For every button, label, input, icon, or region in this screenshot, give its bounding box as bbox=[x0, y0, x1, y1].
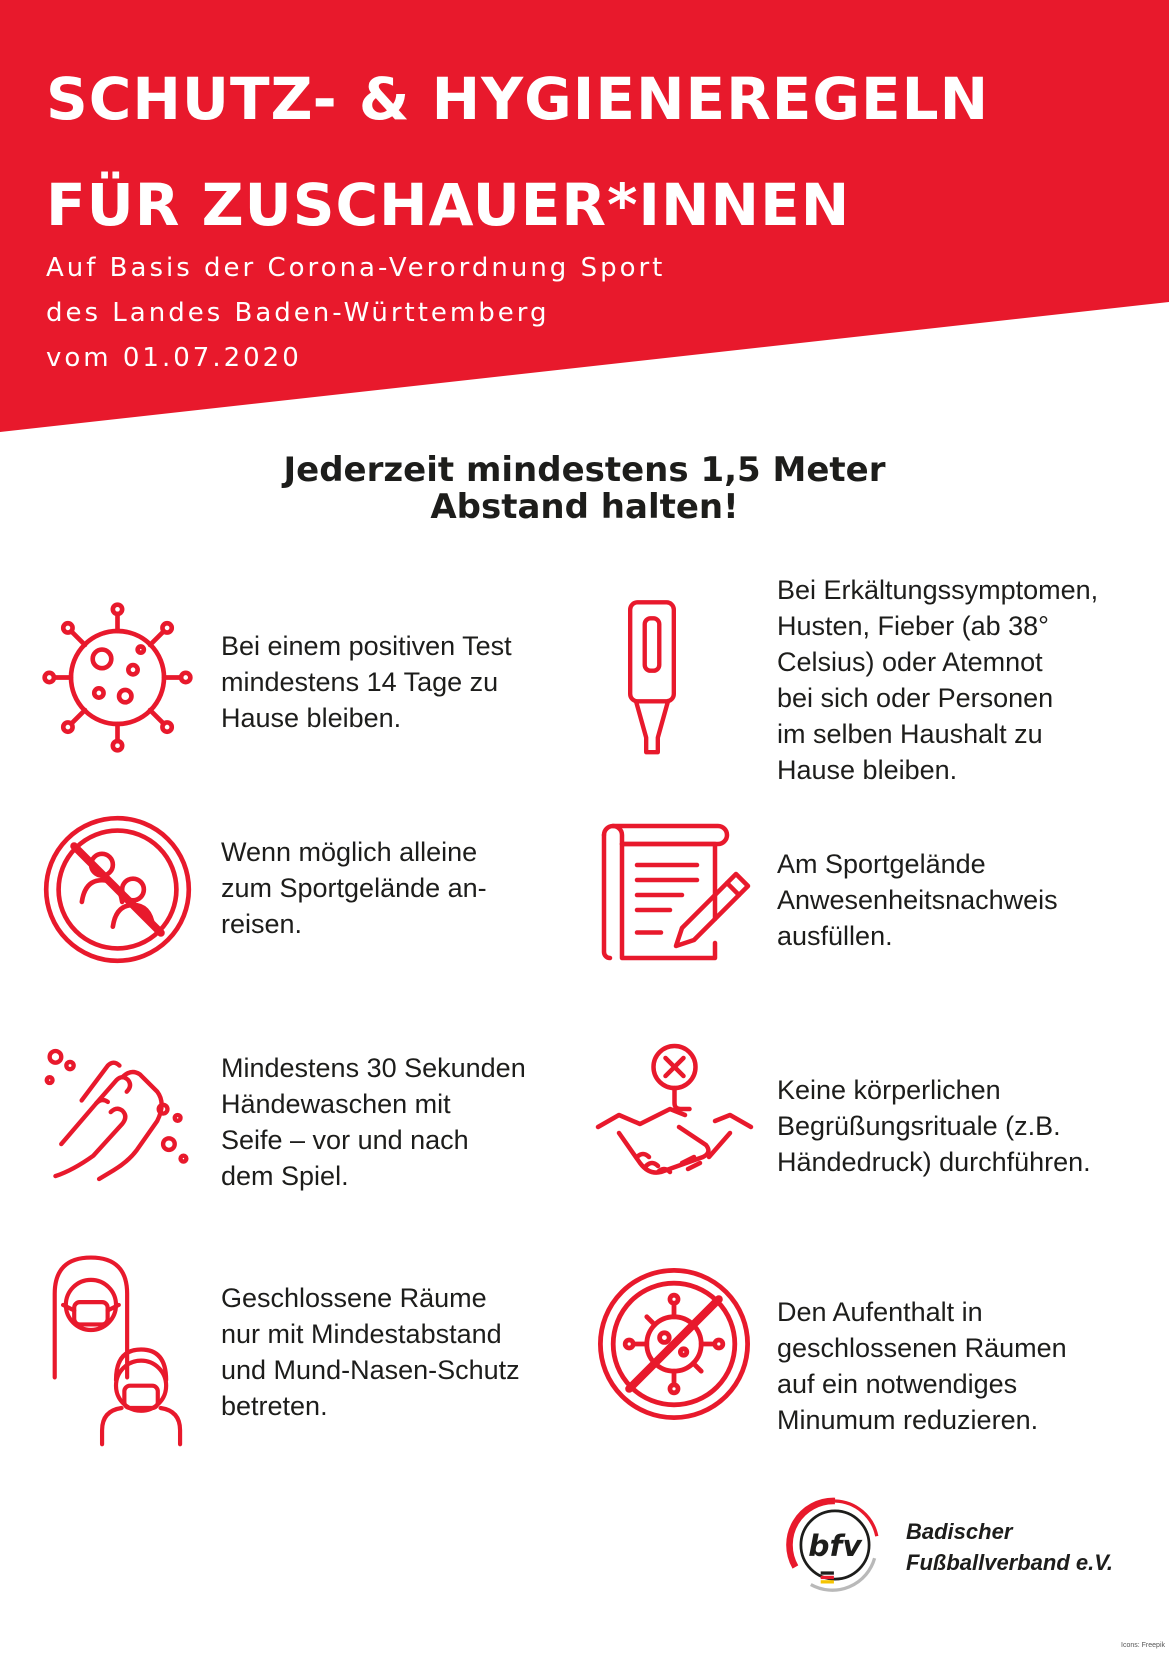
rule-line: Keine körperlichen bbox=[777, 1075, 1001, 1105]
org-line: Badischer bbox=[906, 1519, 1013, 1544]
bfv-logo bbox=[780, 1490, 890, 1600]
title-line: SCHUTZ- & HYGIENEREGELN bbox=[46, 65, 990, 133]
rule-line: bei sich oder Personen bbox=[777, 683, 1054, 713]
rule-text bbox=[777, 1294, 1067, 1438]
rule-line: ausfüllen. bbox=[777, 921, 893, 951]
organization-name bbox=[906, 1516, 1113, 1578]
rule-line: Wenn möglich alleine bbox=[221, 837, 478, 867]
logo-text: bfv bbox=[808, 1529, 862, 1564]
virus-icon bbox=[40, 600, 195, 755]
rule-line: zum Sportgelände an- bbox=[221, 873, 487, 903]
rule-line: reisen. bbox=[221, 909, 303, 939]
rule-text bbox=[777, 846, 1058, 954]
subtitle-line: des Landes Baden-Württemberg bbox=[46, 298, 550, 328]
rule-text bbox=[777, 572, 1098, 788]
document-pen-icon bbox=[592, 820, 757, 970]
distance-headline bbox=[0, 452, 1169, 526]
rule-line: Geschlossene Räume bbox=[221, 1283, 487, 1313]
rule-line: Bei einem positiven Test bbox=[221, 631, 512, 661]
rule-line: Hause bleiben. bbox=[221, 703, 402, 733]
no-virus-icon bbox=[594, 1264, 754, 1424]
handwashing-icon bbox=[38, 1040, 198, 1190]
rule-line: Händedruck) durchführen. bbox=[777, 1147, 1091, 1177]
rule-line: mindestens 14 Tage zu bbox=[221, 667, 499, 697]
rule-line: Hause bleiben. bbox=[777, 755, 958, 785]
rule-line: Husten, Fieber (ab 38° bbox=[777, 611, 1049, 641]
rule-line: Celsius) oder Atemnot bbox=[777, 647, 1043, 677]
rule-line: Mindestens 30 Sekunden bbox=[221, 1053, 526, 1083]
title-line: FÜR ZUSCHAUER*INNEN bbox=[46, 171, 851, 239]
rule-line: Seife – vor und nach bbox=[221, 1125, 469, 1155]
rule-line: nur mit Mindestabstand bbox=[221, 1319, 502, 1349]
rule-line: im selben Haushalt zu bbox=[777, 719, 1043, 749]
rule-text bbox=[221, 1050, 526, 1194]
page-title bbox=[46, 46, 989, 258]
headline-line: Abstand halten! bbox=[430, 487, 739, 527]
rule-line: Händewaschen mit bbox=[221, 1089, 451, 1119]
no-handshake-icon bbox=[592, 1040, 757, 1190]
rule-line: geschlossenen Räumen bbox=[777, 1333, 1067, 1363]
rule-text bbox=[221, 628, 512, 736]
rule-line: Begrüßungsrituale (z.B. bbox=[777, 1111, 1061, 1141]
rule-line: auf ein notwendiges bbox=[777, 1369, 1018, 1399]
subtitle-line: vom 01.07.2020 bbox=[46, 343, 302, 373]
rule-line: betreten. bbox=[221, 1391, 328, 1421]
rule-line: Am Sportgelände bbox=[777, 849, 986, 879]
no-group-icon bbox=[40, 812, 195, 967]
rule-line: Anwesenheitsnachweis bbox=[777, 885, 1058, 915]
rule-line: und Mund-Nasen-Schutz bbox=[221, 1355, 520, 1385]
masked-people-icon bbox=[46, 1252, 186, 1447]
subtitle-line: Auf Basis der Corona-Verordnung Sport bbox=[46, 253, 666, 283]
rule-text bbox=[777, 1072, 1091, 1180]
subtitle bbox=[46, 246, 665, 381]
icon-credit: Icons: Freepik bbox=[1121, 1642, 1165, 1649]
rule-text bbox=[221, 834, 487, 942]
headline-line: Jederzeit mindestens 1,5 Meter bbox=[283, 450, 886, 490]
rule-text bbox=[221, 1280, 520, 1424]
rule-line: Den Aufenthalt in bbox=[777, 1297, 983, 1327]
thermometer-icon bbox=[622, 598, 682, 758]
rule-line: dem Spiel. bbox=[221, 1161, 349, 1191]
rule-line: Minumum reduzieren. bbox=[777, 1405, 1039, 1435]
org-line: Fußballverband e.V. bbox=[906, 1550, 1114, 1575]
rule-line: Bei Erkältungssymptomen, bbox=[777, 575, 1099, 605]
